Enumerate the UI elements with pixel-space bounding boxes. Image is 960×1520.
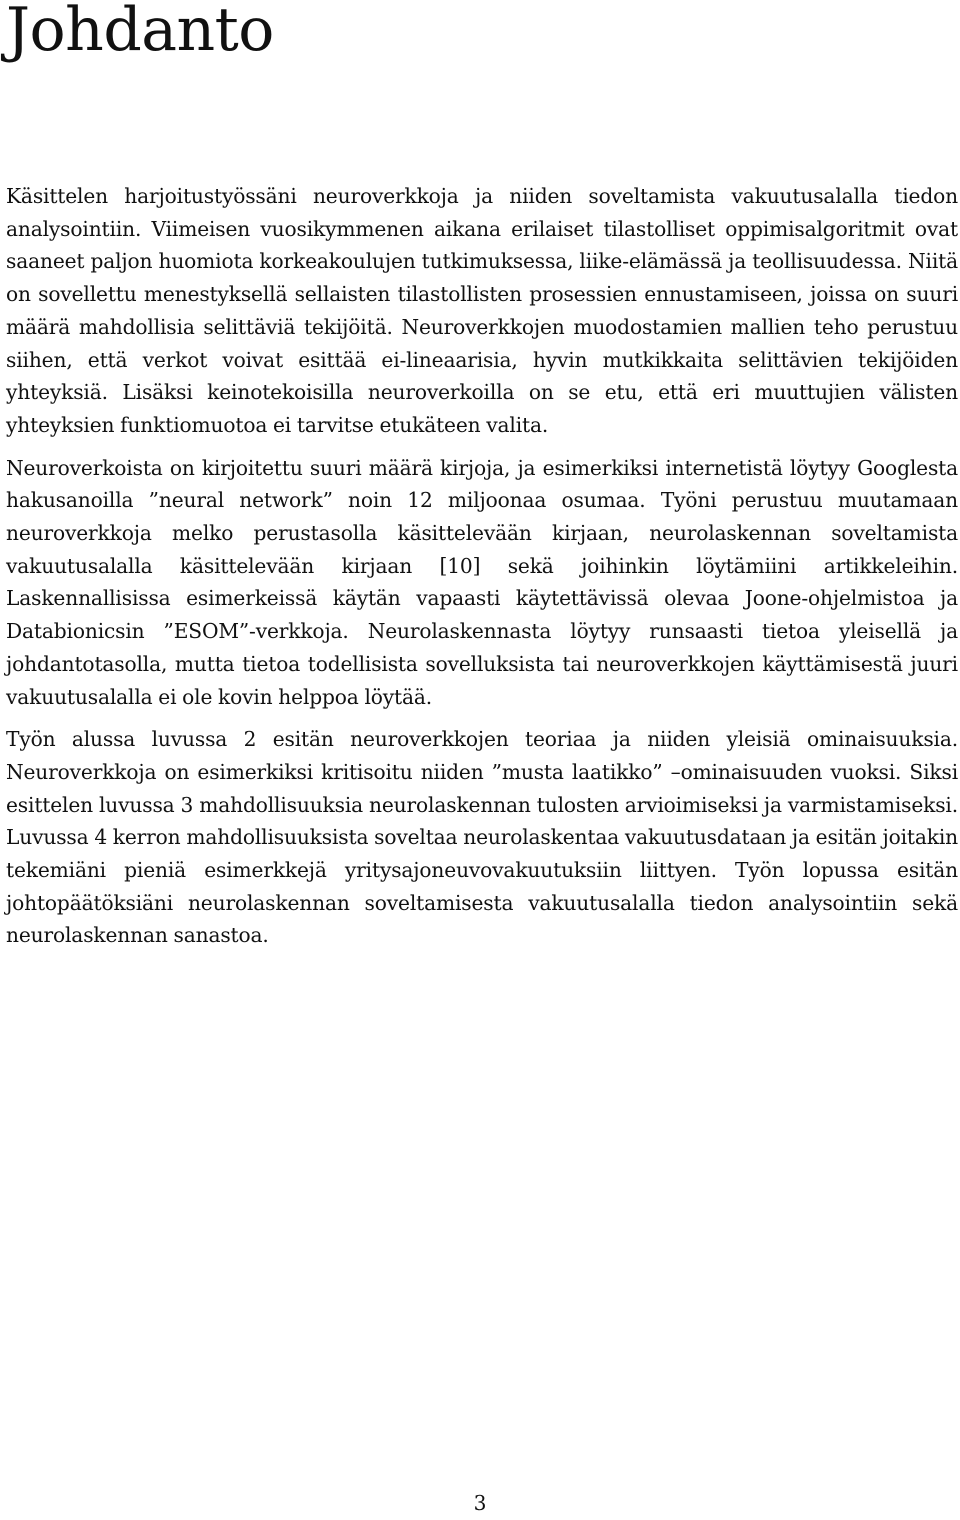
paragraph-outline: Työn alussa luvussa 2 esitän neuroverkkojen teoriaa ja niiden yleisiä ominaisuuksia. Neuroverkkoja on esimerkiksi kritisoitu niiden ”musta laatikko” –ominaisuuden vuoksi. Siksi esittelen luvussa 3 mahdollisuuksia neurolaskennan tulosten arvioimiseksi ja varmistamiseksi. Luvussa 4 kerron mahdollisuuksista soveltaa neurolaskentaa vakuutusdataan ja esitän joitakin tekemiäni pieniä esimerkkejä yritysajoneuvovakuutuksiin liittyen. Työn lopussa esitän johtopäätöksiäni neurolaskennan soveltamisesta vakuutusalalla tiedon analysointiin sekä neurolaskennan sanastoa. (6, 727, 958, 948)
chapter-title: Johdanto (6, 0, 274, 65)
page-number: 3 (473, 1491, 487, 1515)
paragraph-intro: Käsittelen harjoitustyössäni neuroverkkoja ja niiden soveltamista vakuutusalalla tiedon analysointiin. Viimeisen vuosikymmenen aikana erilaiset tilastolliset oppimisalgoritmit ovat saaneet paljon huomiota korkeakoulujen tutkimuksessa, liike-elämässä ja teollisuudessa. Niitä on sovellettu menestyksellä sellaisten tilastollisten prosessien ennustamiseen, joissa on suuri määrä mahdollisia selittäviä tekijöitä. Neuroverkkojen muodostamien mallien teho perustuu siihen, että verkot voivat esittää ei-lineaarisia, hyvin mutkikkaita selittävien tekijöiden yhteyksiä. Lisäksi keinotekoisilla neuroverkoilla on se etu, että eri muuttujien välisten yhteyksien funktiomuotoa ei tarvitse etukäteen valita. (6, 184, 958, 437)
body-text (6, 180, 958, 962)
paragraph-sources: Neuroverkoista on kirjoitettu suuri määrä kirjoja, ja esimerkiksi internetistä löytyy Googlesta hakusanoilla ”neural network” noin 12 miljoonaa osumaa. Työni perustuu muutamaan neuroverkkoja melko perustasolla käsittelevään kirjaan, neurolaskennan soveltamista vakuutusalalla käsittelevään kirjaan [10] sekä joihinkin löytämiini artikkeleihin. Laskennallisissa esimerkeissä käytän vapaasti käytettävissä olevaa Joone-ohjelmistoa ja Databionicsin ”ESOM”-verkkoja. Neurolaskennasta löytyy runsaasti tietoa yleisellä ja johdantotasolla, mutta tietoa todellisista sovelluksista tai neuroverkkojen käyttämisestä juuri vakuutusalalla ei ole kovin helppoa löytää. (6, 455, 958, 709)
